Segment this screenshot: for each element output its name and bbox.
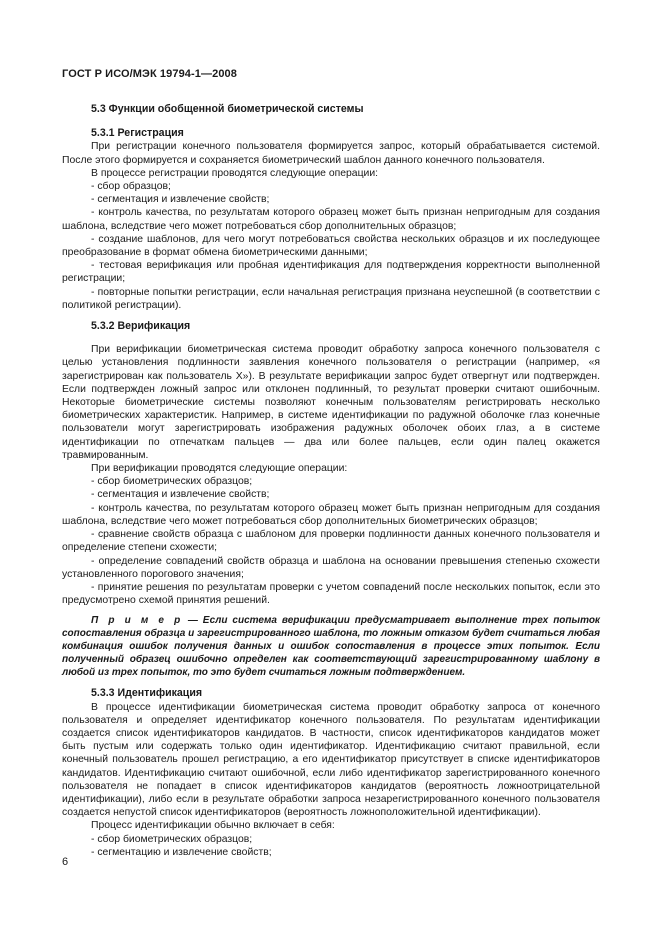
list-item: - создание шаблонов, для чего могут потребоваться свойства нескольких образцов и их последующее преобразование в формат обмена биометрическими данными; — [62, 233, 600, 259]
list-item: - сегментация и извлечение свойств; — [91, 489, 270, 501]
example-note-text: — Если система верификации предусматривает выполнение трех попыток сопоставления образца и зарегистрированного шаблона, то ложным отказом будет считаться любая комбинация ошибок получения данных и ошибок сопоставления в процессе этих попыток. Если полученный образец ошибочно определен как соответствующий зарегистрированному шаблону в любой из трех попыток, то это будет считаться ложным подтверждением. — [62, 615, 601, 679]
verification-title: 5.3.2 Верификация — [91, 320, 191, 333]
list-item: - повторные попытки регистрации, если начальная регистрация признана неуспешной (в соответствии с политикой регистрации). — [62, 286, 600, 311]
page-number: 6 — [62, 856, 69, 868]
standard-header: ГОСТ Р ИСО/МЭК 19794-1—2008 — [62, 68, 237, 80]
list-item: - сбор биометрических образцов; — [91, 476, 253, 488]
list-item: - контроль качества, по результатам которого образец может быть признан непригодным для создания шаблона, вследствие чего может потребоваться сбор дополнительных биометрических образцов; — [62, 502, 600, 527]
example-note — [62, 614, 600, 679]
identification-intro: В процессе идентификации биометрическая система проводит обработку запроса от конечного пользователя и определяет идентификатор конечного пользователя. По результатам идентификации создается список идентификаторов кандидатов. В частности, список идентификаторов кандидатов может быть пустым или содержать только один идентификатор. Идентификацию считают правильной, если конечный пользователь прошел регистрацию, а его идентификатор присутствует в списке идентификаторов кандидатов. Идентификацию считают ошибочной, если либо идентификатор зарегистрированного конечного пользователя не попадает в список идентификаторов кандидатов (вероятность ложноотрицательной идентификации), либо если в результате обработки запроса незарегистрированного конечного пользователя создается непустой список идентификаторов (вероятность ложноположительной идентификации). — [62, 701, 600, 819]
document-body — [62, 103, 600, 859]
example-note-label: П р и м е р — [91, 615, 183, 627]
section-title: 5.3 Функции обобщенной биометрической системы — [91, 103, 364, 115]
list-item: - сегментацию и извлечение свойств; — [91, 846, 272, 858]
list-item: - сбор биометрических образцов; — [91, 833, 253, 845]
list-item: - сегментация и извлечение свойств; — [91, 194, 270, 206]
list-item: - сбор образцов; — [91, 181, 171, 193]
identification-title: 5.3.3 Идентификация — [91, 687, 203, 700]
identification-ops-intro: Процесс идентификации обычно включает в себя: — [91, 820, 335, 832]
registration-ops-intro: В процессе регистрации проводятся следующие операции: — [91, 167, 379, 179]
list-item: - контроль качества, по результатам которого образец может быть признан непригодным для создания шаблона, вследствие чего может потребоваться сбор дополнительных образцов; — [62, 207, 600, 232]
list-item: - принятие решения по результатам проверки с учетом совпадений после нескольких попыток, если это предусмотрено схемой принятия решений. — [62, 581, 600, 607]
list-item: - тестовая верификация или пробная идентификация для подтверждения корректности выполненной регистрации; — [62, 260, 600, 285]
registration-title: 5.3.1 Регистрация — [91, 127, 184, 140]
verification-intro: При верификации биометрическая система проводит обработку запроса конечного пользователя с целью установления подлинности заявления конечного пользователя о регистрации (например, «я зарегистрирован как пользователь X»). В результате верификации запрос будет отвергнут или подтвержден. Если подтвержден ложный запрос или отклонен подлинный, то результат проверки считают ошибочным. Некоторые биометрические системы позволяют конечным пользователям регистрировать несколько биометрических характеристик. Например, в системе идентификации по радужной оболочке глаз конечные пользователи могут зарегистрировать изображения радужных оболочек обоих глаз, а в системе идентификации по отпечаткам пальцев — два или более пальцев, если один палец окажется травмированным. — [62, 344, 600, 461]
verification-ops-intro: При верификации проводятся следующие операции: — [91, 463, 348, 475]
list-item: - сравнение свойств образца с шаблоном для проверки подлинности данных конечного пользователя и определение степени схожести; — [62, 529, 600, 554]
registration-intro: При регистрации конечного пользователя формируется запрос, который обрабатывается системой. После этого формируется и сохраняется биометрический шаблон данного конечного пользователя. — [62, 141, 600, 166]
list-item: - определение совпадений свойств образца и шаблона на основании превышения степенью схожести установленного порогового значения; — [62, 555, 600, 580]
